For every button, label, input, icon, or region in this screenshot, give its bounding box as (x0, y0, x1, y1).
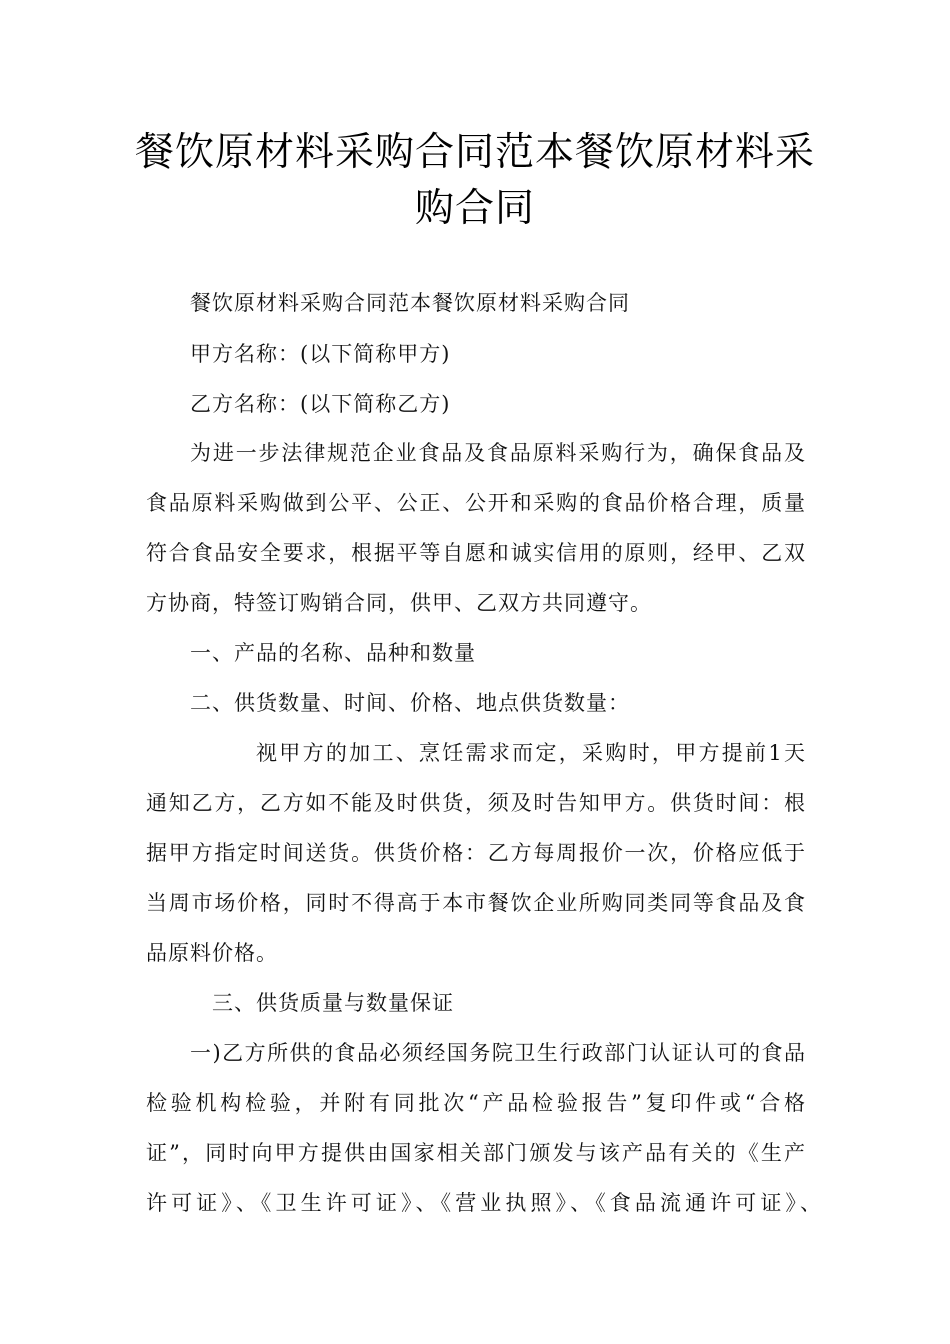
paragraph-line: 据甲方指定时间送货。供货价格：乙方每周报价一次，价格应低于 (146, 841, 806, 865)
paragraph-line: 餐饮原材料采购合同范本餐饮原材料采购合同 (190, 291, 630, 315)
paragraph-line: 甲方名称：(以下简称甲方) (190, 342, 451, 366)
paragraph-line: 乙方名称：(以下简称乙方) (190, 392, 451, 416)
paragraph-line: 方协商，特签订购销合同，供甲、乙双方共同遵守。 (146, 591, 652, 615)
paragraph-line: 一)乙方所供的食品必须经国务院卫生行政部门认证认可的食品 (190, 1041, 806, 1065)
paragraph-line: 许可证》、《卫生许可证》、《营业执照》、《食品流通许可证》、 (146, 1191, 822, 1215)
paragraph-line: 检验机构检验，并附有同批次“产品检验报告”复印件或“合格 (146, 1091, 806, 1115)
paragraph-line: 当周市场价格，同时不得高于本市餐饮企业所购同类同等食品及食 (146, 891, 806, 915)
paragraph-line: 符合食品安全要求，根据平等自愿和诚实信用的原则，经甲、乙双 (146, 541, 806, 565)
paragraph-line: 为进一步法律规范企业食品及食品原料采购行为，确保食品及 (190, 441, 806, 465)
paragraph-line: 证”，同时向甲方提供由国家相关部门颁发与该产品有关的《生产 (146, 1141, 806, 1165)
section-heading: 一、产品的名称、品种和数量 (190, 641, 476, 665)
paragraph-line: 通知乙方，乙方如不能及时供货，须及时告知甲方。供货时间：根 (146, 791, 806, 815)
paragraph-line: 视甲方的加工、烹饪需求而定，采购时，甲方提前1天 (256, 741, 806, 765)
paragraph-line: 品原料价格。 (146, 941, 278, 965)
section-heading: 三、供货质量与数量保证 (212, 991, 454, 1015)
section-heading: 二、供货数量、时间、价格、地点供货数量： (190, 691, 630, 715)
document-title: 餐饮原材料采购合同范本餐饮原材料采购合同 (134, 130, 815, 231)
paragraph-line: 食品原料采购做到公平、公正、公开和采购的食品价格合理，质量 (146, 491, 806, 515)
